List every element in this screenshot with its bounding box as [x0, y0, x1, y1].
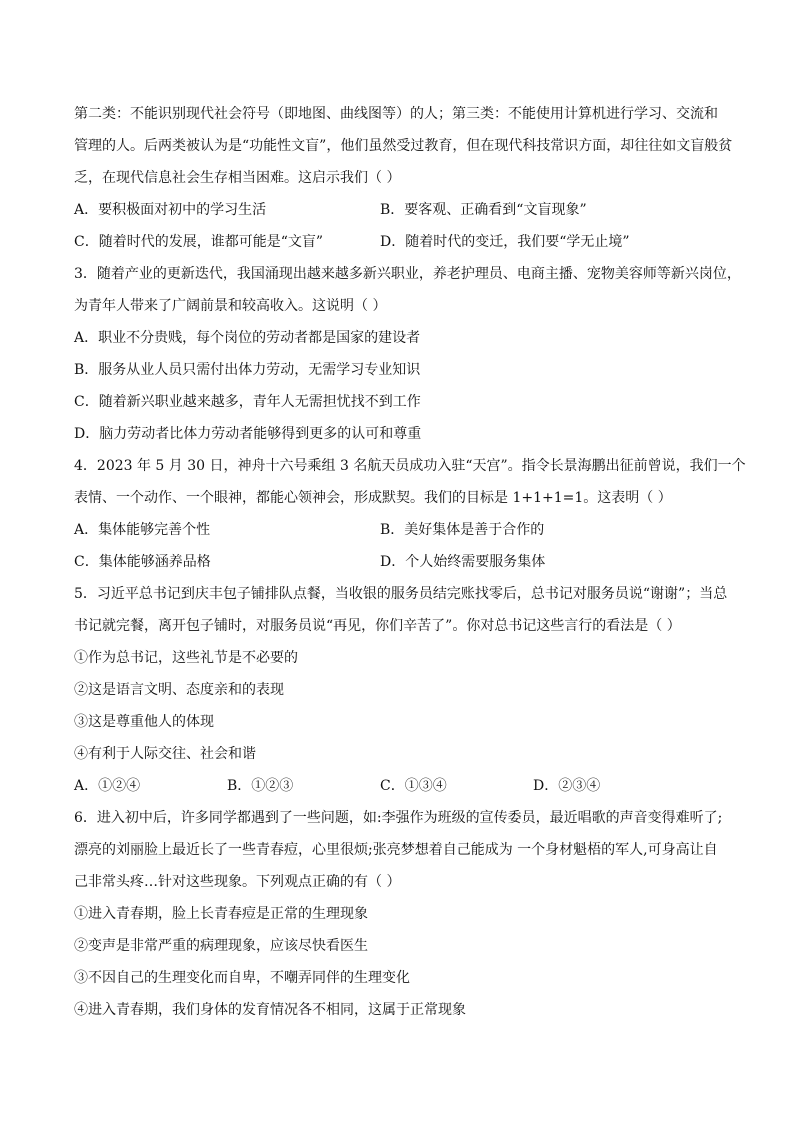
question-stem-line: 5．习近平总书记到庆丰包子铺排队点餐，当收银的服务员结完账找零后，总书记对服务员说“谢谢”；当总 [74, 586, 728, 602]
option-a[interactable]: A．集体能够完善个性 [74, 522, 211, 538]
statement-1: ①进入青春期，脸上长青春痘是正常的生理现象 [74, 906, 368, 922]
question-stem-line: 漂亮的刘丽脸上最近长了一些青春痘，心里很烦;张亮梦想着自己能成为 一个身材魁梧的军人,可身高让自 [74, 842, 718, 858]
question-5 [74, 578, 728, 802]
option-b[interactable]: B．美好集体是善于合作的 [380, 522, 545, 538]
option-d[interactable]: D．②③④ [533, 778, 601, 794]
question-stem-line: 表情、一个动作、一个眼神，都能心领神会，形成默契。我们的目标是 1+1+1=1。这表明（ ） [74, 490, 672, 506]
statement-4: ④有利于人际交往、社会和谐 [74, 746, 256, 762]
question-stem-line: 3．随着产业的更新迭代，我国涌现出越来越多新兴职业，养老护理员、电商主播、宠物美容师等新兴岗位， [74, 266, 741, 282]
option-c[interactable]: C．随着时代的发展，谁都可能是“文盲” [74, 234, 324, 250]
question-stem-line: 管理的人。后两类被认为是“功能性文盲”，他们虽然受过教育，但在现代科技常识方面，却往往如文盲般贫 [74, 138, 733, 154]
question-stem-line: 第二类：不能识别现代社会符号（即地图、曲线图等）的人；第三类：不能使用计算机进行学习、交流和 [74, 106, 718, 122]
options-row [74, 226, 724, 258]
statement-2: ②这是语言文明、态度亲和的表现 [74, 682, 284, 698]
statement-4: ④进入青春期，我们身体的发育情况各不相同，这属于正常现象 [74, 1002, 466, 1018]
option-c[interactable]: C．①③④ [380, 778, 447, 794]
option-c[interactable]: C．随着新兴职业越来越多，青年人无需担忧找不到工作 [74, 394, 421, 410]
question-stem-line: 为青年人带来了广阔前景和较高收入。这说明（ ） [74, 298, 387, 314]
question-stem-line: 己非常头疼…针对这些现象。下列观点正确的有（ ） [74, 874, 401, 890]
question-stem-line: 乏，在现代信息社会生存相当困难。这启示我们（ ） [74, 170, 401, 186]
option-a[interactable]: A．职业不分贵贱，每个岗位的劳动者都是国家的建设者 [74, 330, 421, 346]
statement-3: ③不因自己的生理变化而自卑，不嘲弄同伴的生理变化 [74, 970, 410, 986]
statement-2: ②变声是非常严重的病理现象，应该尽快看医生 [74, 938, 368, 954]
options-row [74, 770, 724, 802]
option-d[interactable]: D．个人始终需要服务集体 [380, 554, 546, 570]
option-a[interactable]: A．要积极面对初中的学习生活 [74, 202, 267, 218]
option-b[interactable]: B．服务从业人员只需付出体力劳动，无需学习专业知识 [74, 362, 421, 378]
options-row [74, 514, 724, 546]
exam-page [74, 98, 746, 1026]
option-b[interactable]: B．要客观、正确看到“文盲现象” [380, 202, 587, 218]
question-4 [74, 450, 746, 578]
option-c[interactable]: C．集体能够涵养品格 [74, 554, 211, 570]
options-row [74, 546, 724, 578]
question-2 [74, 98, 733, 258]
options-row [74, 194, 724, 226]
question-3 [74, 258, 741, 450]
question-stem-line: 6．进入初中后，许多同学都遇到了一些问题，如:李强作为班级的宣传委员，最近唱歌的声音变得难听了; [74, 810, 723, 826]
statement-3: ③这是尊重他人的体现 [74, 714, 214, 730]
option-a[interactable]: A．①②④ [74, 778, 141, 794]
statement-1: ①作为总书记，这些礼节是不必要的 [74, 650, 298, 666]
option-b[interactable]: B．①②③ [227, 778, 294, 794]
question-stem-line: 4．2023 年 5 月 30 日，神舟十六号乘组 3 名航天员成功入驻“天宫”。指令长景海鹏出征前曾说，我们一个 [74, 458, 746, 474]
question-6 [74, 802, 724, 1026]
question-stem-line: 书记就完餐，离开包子铺时，对服务员说“再见，你们辛苦了”。你对总书记这些言行的看法是（ ） [74, 618, 681, 634]
option-d[interactable]: D．随着时代的变迁，我们要“学无止境” [380, 234, 630, 250]
option-d[interactable]: D．脑力劳动者比体力劳动者能够得到更多的认可和尊重 [74, 426, 422, 442]
